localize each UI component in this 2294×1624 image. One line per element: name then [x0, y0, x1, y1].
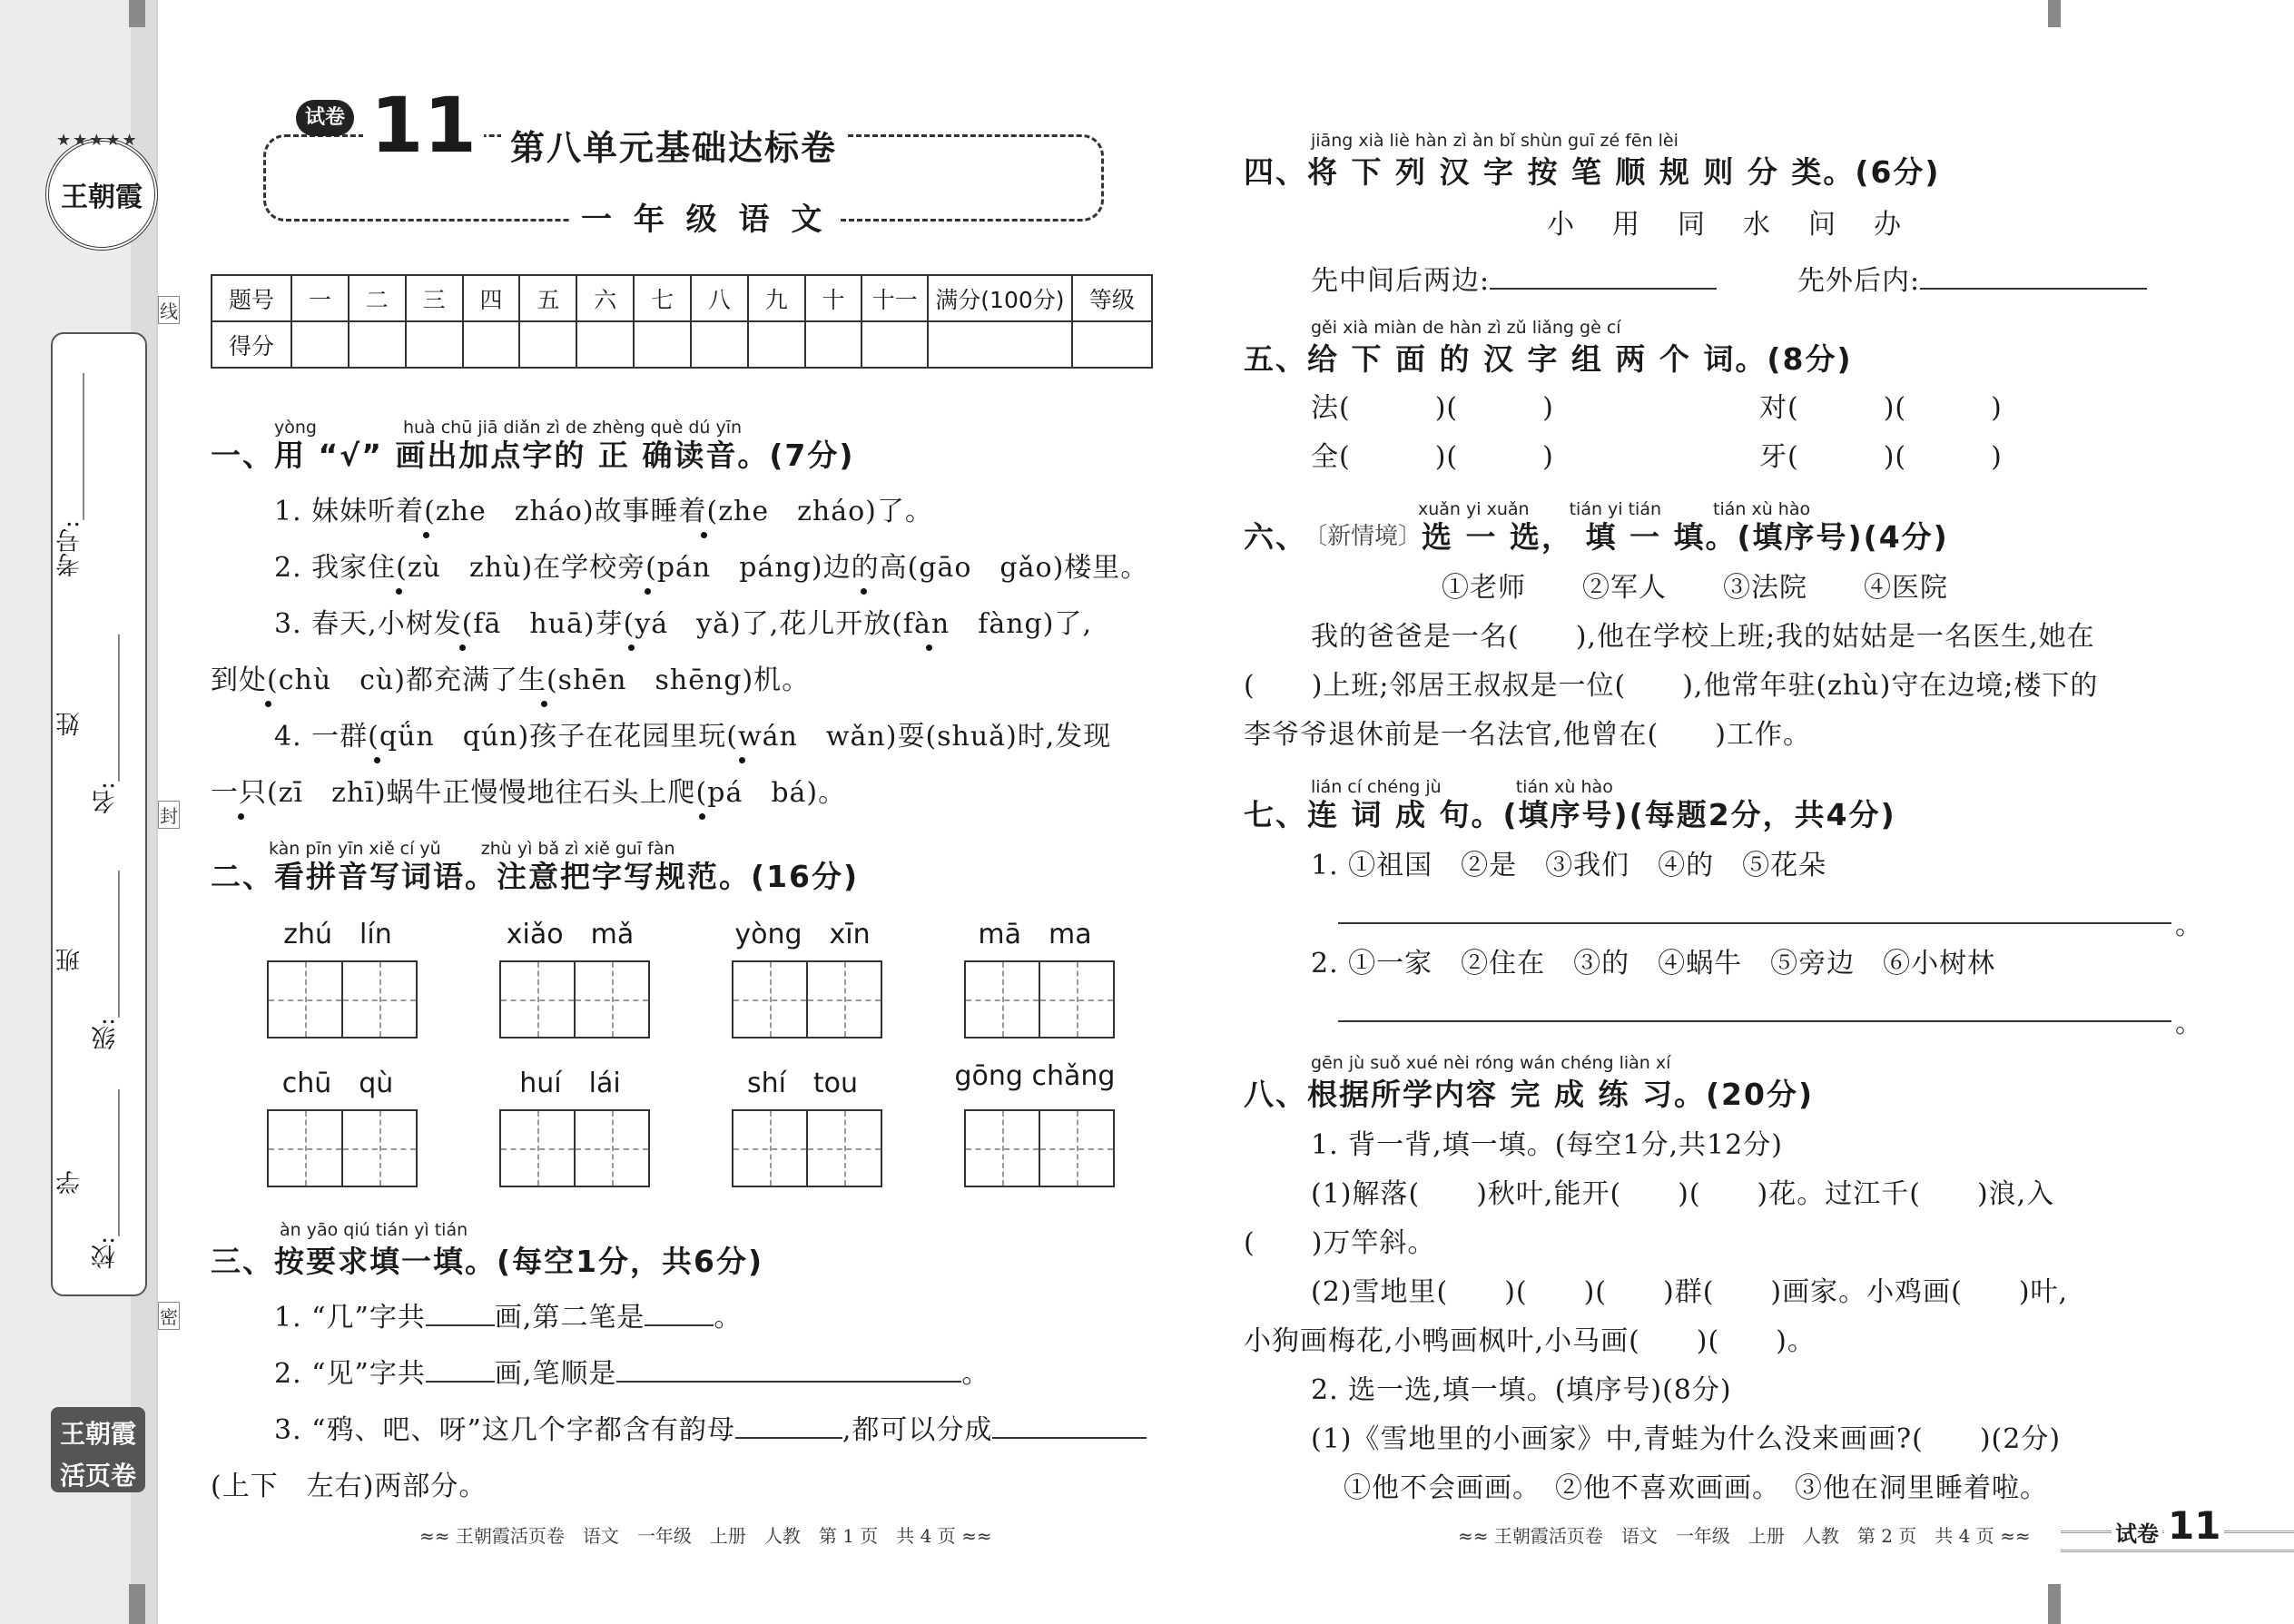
answer-blank[interactable]: [616, 1381, 961, 1383]
q6-title: 选 一 选， 填 一 填。(填序号)(4分): [1422, 519, 1949, 555]
writing-grid[interactable]: [499, 1109, 650, 1187]
q7-sentence-1: 1. ①祖国 ②是 ③我们 ④的 ⑤花朵: [1311, 850, 1827, 881]
emphasis-dot: [396, 588, 402, 595]
pinyin-word-6: huí lái: [519, 1068, 621, 1099]
badge-label: 活页卷: [59, 1461, 136, 1491]
emphasis-dot: [541, 701, 547, 707]
page-title: 第八单元基础达标卷: [501, 120, 846, 170]
right-marker-bottom: [2048, 1584, 2061, 1624]
q5-pinyin: gěi xià miàn de hàn zì zǔ liǎng gè cí: [1311, 318, 1621, 338]
q1-line-2: 2. 我家住(zù zhù)在学校旁(pán páng)边的高(gāo gǎo)楼里。: [274, 552, 1149, 584]
q2-pinyin: kàn pīn yīn xiě cí yǔ zhù yì bǎ zì xiě guī fàn: [269, 839, 675, 859]
class-field[interactable]: 班级:____________: [56, 870, 120, 1051]
q8-pinyin: gēn jù suǒ xué nèi róng wán chéng liàn xí: [1311, 1053, 1671, 1073]
q5-item-1[interactable]: 法( )( ): [1311, 392, 1554, 424]
q3-pinyin: àn yāo qiú tián yì tián: [280, 1220, 468, 1240]
paper-number: 11: [363, 87, 484, 163]
badge-brand: 王朝霞: [59, 1419, 136, 1449]
score-input-cell[interactable]: [748, 321, 805, 368]
score-input-cell[interactable]: [519, 321, 576, 368]
table-cell: 十一: [861, 275, 928, 321]
q6-number: 六、: [1244, 519, 1307, 555]
q1-pinyin: yòng huà chū jiā diǎn zì de zhèng què dú yīn: [274, 418, 743, 438]
q5-title: 五、给 下 面 的 汉 字 组 两 个 词。(8分): [1244, 341, 1853, 377]
q8-line-1: 1. 背一背,填一填。(每空1分,共12分): [1311, 1129, 1783, 1161]
writing-grid[interactable]: [267, 960, 418, 1038]
q5-item-2[interactable]: 对( )( ): [1759, 392, 2003, 424]
score-input-cell[interactable]: [406, 321, 463, 368]
q1-line-3: 3. 春天,小树发(fā huā)芽(yá yǎ)了,花儿开放(fàn fàng)了,: [274, 608, 1093, 640]
corner-tag: 试卷: [2112, 1516, 2162, 1548]
right-footer: ≈≈ 王朝霞活页卷 语文 一年级 上册 人教 第 2 页 共 4 页 ≈≈: [1458, 1525, 2031, 1547]
score-input-cell[interactable]: [691, 321, 748, 368]
q3-line-3: 3. “鸦、吧、呀”这几个字都含有韵母 ,都可以分成: [274, 1407, 1147, 1447]
answer-blank[interactable]: [992, 1437, 1147, 1439]
pinyin-word-5: chū qù: [281, 1068, 394, 1099]
q7-sentence-2: 2. ①一家 ②住在 ③的 ④蜗牛 ⑤旁边 ⑥小树林: [1311, 948, 1996, 979]
right-marker-top: [2048, 0, 2061, 27]
emphasis-dot: [926, 645, 932, 651]
score-input-cell[interactable]: [634, 321, 691, 368]
new-context-tag: 〔新情境〕: [1304, 523, 1423, 550]
answer-blank[interactable]: [1490, 288, 1717, 290]
q3-line-2: 2. “见”字共 画,笔顺是 。: [274, 1358, 990, 1390]
score-input-cell[interactable]: [861, 321, 928, 368]
answer-line[interactable]: [1338, 1020, 2171, 1022]
table-cell: 十: [805, 275, 862, 321]
emphasis-dot: [645, 588, 651, 595]
q4-characters: 小 用 同 水 问 办: [1547, 209, 1906, 241]
emphasis-dot: [739, 757, 745, 763]
gutter-marker-top: [129, 0, 145, 27]
q7-title: 七、连 词 成 句。(填序号)(每题2分，共4分): [1244, 797, 1896, 832]
answer-blank[interactable]: [426, 1324, 495, 1326]
q3-line-4: (上下 左右)两部分。: [211, 1471, 487, 1502]
pinyin-word-2: xiǎo mǎ: [506, 919, 635, 950]
table-cell: 题号: [212, 275, 291, 321]
q6-line-3: 李爷爷退休前是一名法官,他曾在( )工作。: [1244, 719, 1811, 751]
q5-item-4[interactable]: 牙( )( ): [1759, 441, 2003, 473]
q8-line-6: 2. 选一选,填一填。(填序号)(8分): [1311, 1374, 1732, 1406]
score-table-score-row: [212, 321, 1152, 368]
q7-pinyin: lián cí chéng jù tián xù hào: [1311, 777, 1613, 797]
loose-leaf-badge: [51, 1407, 145, 1492]
pinyin-word-7: shí tou: [746, 1068, 859, 1099]
table-cell: 三: [406, 275, 463, 321]
pinyin-word-1: zhú lín: [283, 919, 392, 950]
table-cell: 满分(100分): [928, 275, 1072, 321]
logo-stars: ★★★★★: [56, 131, 139, 150]
score-input-cell[interactable]: [576, 321, 634, 368]
writing-grid[interactable]: [964, 960, 1115, 1038]
publisher-logo: [45, 138, 158, 251]
q1-line-5: 4. 一群(qǘn qún)孩子在花园里玩(wán wǎn)耍(shuǎ)时,发现: [274, 721, 1112, 753]
q1-title: 一、用 “√” 画出加点字的 正 确读音。(7分): [211, 438, 855, 473]
score-table: [211, 274, 1153, 369]
q5-item-3[interactable]: 全( )( ): [1311, 441, 1554, 473]
answer-line[interactable]: [1338, 922, 2171, 924]
q3-title: 三、按要求填一填。(每空1分，共6分): [211, 1244, 764, 1279]
q8-line-2: (1)解落( )秋叶,能开( )( )花。过江千( )浪,入: [1311, 1178, 2055, 1210]
q4-pinyin: jiāng xià liè hàn zì àn bǐ shùn guī zé fēn lèi: [1311, 131, 1679, 151]
table-cell: 七: [634, 275, 691, 321]
writing-grid[interactable]: [732, 1109, 882, 1187]
score-input-cell[interactable]: [928, 321, 1072, 368]
answer-blank[interactable]: [735, 1437, 842, 1439]
answer-line-period: 。: [2175, 1008, 2203, 1039]
q8-line-4: (2)雪地里( )( )( )群( )画家。小鸡画( )叶,: [1311, 1276, 2069, 1308]
q8-line-8: ①他不会画画。 ②他不喜欢画画。 ③他在洞里睡着啦。: [1344, 1472, 2048, 1504]
q8-title: 八、根据所学内容 完 成 练 习。(20分): [1244, 1077, 1815, 1112]
emphasis-dot: [374, 757, 380, 763]
q1-line-4: 到处(chù cù)都充满了生(shēn shēng)机。: [211, 664, 811, 696]
school-field[interactable]: 学校:____________: [56, 1088, 120, 1269]
table-cell: 得分: [212, 321, 291, 368]
table-cell: 一: [291, 275, 349, 321]
emphasis-dot: [238, 813, 244, 820]
left-footer: ≈≈ 王朝霞活页卷 语文 一年级 上册 人教 第 1 页 共 4 页 ≈≈: [419, 1525, 992, 1547]
answer-blank[interactable]: [1920, 288, 2147, 290]
table-cell: 四: [463, 275, 520, 321]
q2-title: 二、看拼音写词语。注意把字写规范。(16分): [211, 859, 860, 894]
cut-mark-line: 线: [158, 296, 180, 324]
corner-number: 11: [2164, 1503, 2224, 1548]
q4-title: 四、将 下 列 汉 字 按 笔 顺 规 则 分 类。(6分): [1244, 154, 1941, 190]
writing-grid[interactable]: [732, 960, 882, 1038]
gutter-marker-bottom: [129, 1584, 145, 1624]
table-cell: 等级: [1072, 275, 1152, 321]
emphasis-dot: [861, 588, 867, 595]
score-table-header-row: [212, 275, 1152, 321]
answer-blank[interactable]: [645, 1324, 714, 1326]
q6-line-1: 我的爸爸是一名( ),他在学校上班;我的姑姑是一名医生,她在: [1311, 621, 2095, 653]
table-cell: 二: [349, 275, 406, 321]
emphasis-dot: [423, 532, 429, 538]
q4-field-1: 先中间后两边:: [1311, 258, 1717, 298]
score-input-cell[interactable]: [463, 321, 520, 368]
q6-options: ①老师 ②军人 ③法院 ④医院: [1442, 572, 1948, 604]
emphasis-dot: [699, 813, 705, 820]
answer-blank[interactable]: [426, 1381, 495, 1383]
q6-line-2: ( )上班;邻居王叔叔是一位( ),他常年驻(zhù)守在边境;楼下的: [1244, 670, 2099, 702]
exam-number-field[interactable]: 考号:____________: [56, 372, 84, 577]
writing-grid[interactable]: [267, 1109, 418, 1187]
writing-grid[interactable]: [964, 1109, 1115, 1187]
cut-mark-secret: 密: [158, 1302, 180, 1330]
emphasis-dot: [459, 645, 466, 651]
score-input-cell[interactable]: [805, 321, 862, 368]
q3-line-1: 1. “几”字共 画,第二笔是 。: [274, 1302, 743, 1334]
emphasis-dot: [265, 701, 271, 707]
cut-mark-seal: 封: [158, 801, 180, 829]
logo-text: 王朝霞: [61, 182, 143, 213]
q8-line-5: 小狗画梅花,小鸭画枫叶,小马画( )( )。: [1244, 1325, 1816, 1357]
table-cell: 六: [576, 275, 634, 321]
paper-tag: 试卷: [296, 100, 354, 136]
student-info-box: [51, 332, 147, 1296]
name-field[interactable]: 姓名:____________: [56, 634, 120, 815]
score-input-cell[interactable]: [1072, 321, 1152, 368]
score-input-cell[interactable]: [291, 321, 349, 368]
pinyin-word-8: gōng chǎng: [954, 1060, 1116, 1092]
q1-line-6: 一只(zī zhī)蜗牛正慢慢地往石头上爬(pá bá)。: [211, 777, 847, 809]
q1-line-1: 1. 妹妹听着(zhe zháo)故事睡着(zhe zháo)了。: [274, 496, 933, 527]
emphasis-dot: [701, 532, 707, 538]
table-cell: 五: [519, 275, 576, 321]
q8-line-7: (1)《雪地里的小画家》中,青蛙为什么没来画画?( )(2分): [1311, 1423, 2062, 1455]
emphasis-dot: [628, 645, 635, 651]
score-input-cell[interactable]: [349, 321, 406, 368]
subject-subtitle: 一 年 级 语 文: [570, 194, 838, 239]
q6-pinyin: xuǎn yi xuǎn tián yi tián tián xù hào: [1418, 499, 1811, 519]
table-cell: 九: [748, 275, 805, 321]
writing-grid[interactable]: [499, 960, 650, 1038]
q8-line-3: ( )万竿斜。: [1244, 1227, 1436, 1259]
q4-field-2: 先外后内:: [1797, 258, 2147, 298]
table-cell: 八: [691, 275, 748, 321]
answer-line-period: 。: [2175, 910, 2203, 941]
pinyin-word-3: yòng xīn: [734, 919, 871, 950]
pinyin-word-4: mā ma: [978, 919, 1092, 950]
